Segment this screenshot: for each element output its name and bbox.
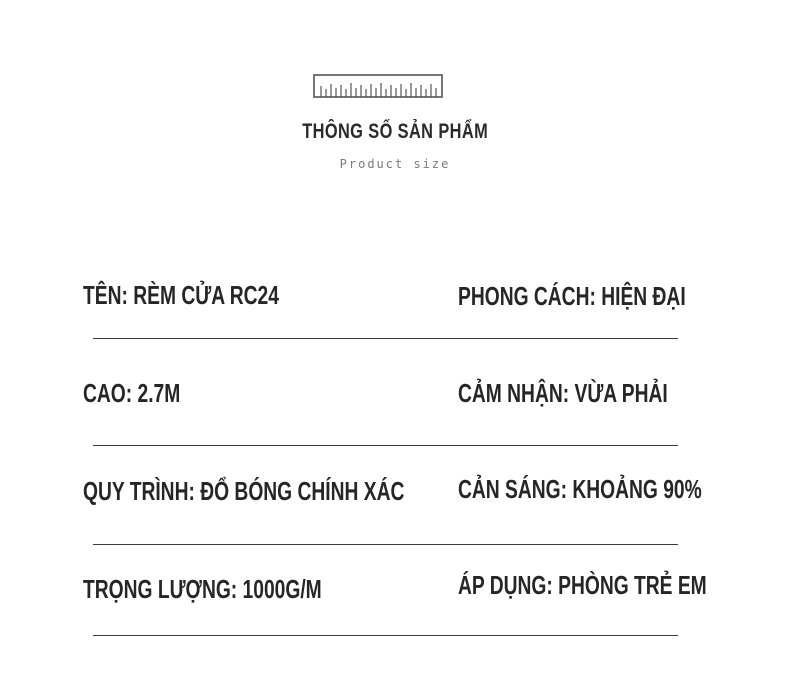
page-title: THÔNG SỐ SẢN PHẨM — [302, 120, 488, 143]
page-heading — [0, 120, 790, 144]
spec-application: ÁP DỤNG: PHÒNG TRẺ EM — [458, 570, 707, 600]
divider — [93, 338, 678, 339]
spec-process: QUY TRÌNH: ĐỔ BÓNG CHÍNH XÁC — [83, 476, 405, 506]
page-subtitle: Product size — [339, 157, 451, 171]
spec-name: TÊN: RÈM CỬA RC24 — [83, 280, 279, 310]
spec-blackout: CẢN SÁNG: KHOẢNG 90% — [458, 474, 702, 504]
divider — [93, 445, 678, 446]
spec-feel: CẢM NHẬN: VỪA PHẢI — [458, 378, 668, 408]
spec-height: CAO: 2.7M — [83, 378, 181, 408]
ruler-icon — [313, 74, 443, 98]
spec-weight: TRỌNG LƯỢNG: 1000G/M — [83, 574, 322, 604]
spec-style: PHONG CÁCH: HIỆN ĐẠI — [458, 281, 686, 311]
divider — [93, 544, 678, 545]
divider — [93, 635, 678, 636]
